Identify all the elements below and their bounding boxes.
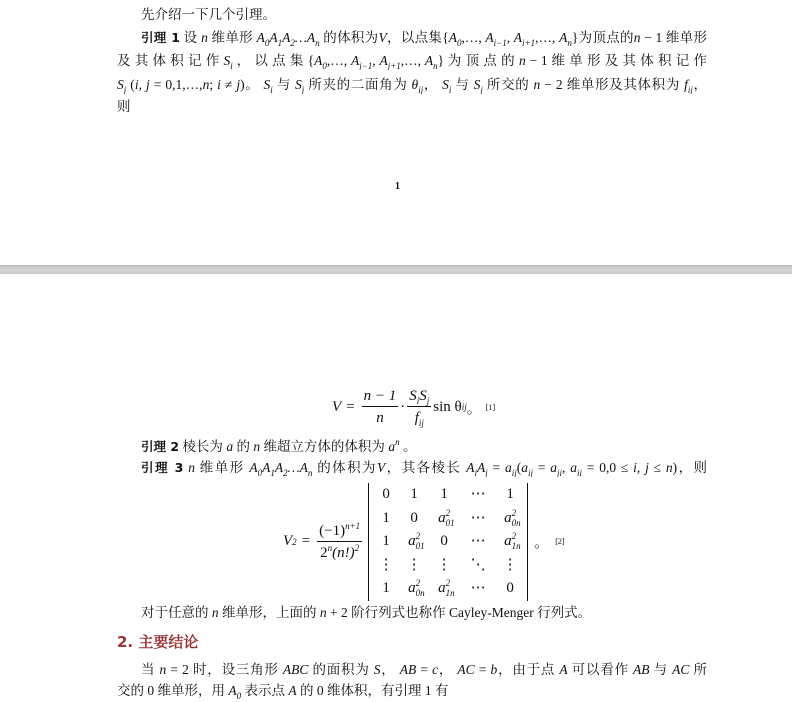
superscript: 2: [445, 507, 451, 518]
math-symbol: A: [288, 683, 297, 698]
math-symbol: ABC: [282, 662, 309, 677]
section2-line2: [117, 682, 449, 700]
subscript: 01: [445, 517, 455, 528]
subscript: ji: [557, 468, 563, 477]
subscript: j+1: [387, 61, 401, 70]
math-symbol: S: [295, 77, 302, 92]
sym-sup: n+1: [345, 520, 361, 531]
text-run: 棱长为: [179, 439, 227, 454]
math-symbol: A: [350, 53, 360, 68]
subscript: ij: [687, 85, 693, 94]
math-symbol: n: [201, 30, 208, 45]
text-run: ,: [506, 30, 514, 45]
sym-sup: 2: [354, 542, 360, 553]
text-run: 0: [410, 509, 418, 526]
matrix-cell: [371, 507, 401, 531]
text-run: ≤: [648, 460, 666, 475]
subscript: i: [448, 85, 452, 94]
matrix-cell: [401, 530, 427, 554]
text-run: ⋯: [470, 533, 486, 549]
text-run: 的 0 维体积，有引理 1 有: [296, 683, 449, 698]
math-symbol: n: [211, 605, 219, 620]
math-symbol: j: [236, 77, 241, 92]
text-run: 的: [233, 439, 254, 454]
text-run: ⋱: [470, 556, 486, 573]
text-run: ⋮: [378, 556, 394, 573]
text-run: 与: [451, 77, 474, 92]
matrix-cell: [461, 554, 495, 578]
text-run: 则: [117, 99, 131, 114]
math-symbol: n: [633, 30, 641, 45]
lemma-label: 引理 1: [141, 30, 180, 45]
subscript: n: [315, 38, 320, 47]
subscript: 0: [236, 691, 242, 701]
text-run: 对于任意的: [141, 605, 212, 620]
text-run: } 为 顶 点 的: [437, 53, 519, 68]
superscript: 2: [511, 531, 517, 541]
text-run: ;: [209, 77, 218, 92]
math-symbol: A: [274, 460, 284, 475]
matrix-cell: [495, 507, 525, 531]
formula-lemma1: V = $\frac{n - 1}{n}$ · $\frac{S_iS_j}{f_{ij}}$ sin θ ij 。 [1]: [332, 388, 496, 428]
text-run: ,…,: [326, 53, 351, 68]
math-symbol: A: [282, 30, 291, 45]
math-symbol: A: [262, 460, 271, 475]
math-symbol: AB: [633, 662, 650, 677]
superscript: n: [395, 437, 400, 447]
text-run: ,…,: [535, 30, 560, 45]
subscript: j: [123, 85, 127, 94]
math-symbol: n: [518, 53, 526, 68]
text-run: 0: [440, 533, 448, 549]
text-run: 维超立方体的体积为: [260, 439, 389, 454]
math-symbol: A: [314, 53, 323, 68]
text-run: 0: [382, 486, 390, 502]
math-symbol: i, j: [134, 77, 150, 92]
fraction-den: [318, 542, 361, 561]
determinant-matrix: [368, 483, 528, 601]
subscript: n: [433, 61, 438, 70]
text-run: 1: [440, 486, 448, 502]
text-run: ，: [692, 77, 707, 92]
lemma2-line: [141, 438, 416, 456]
fraction-den: n: [376, 410, 384, 426]
text-run: 的体积为: [312, 460, 377, 475]
lemma3-line: [141, 459, 707, 477]
text-run: 1: [382, 533, 390, 549]
subscript: i−1: [493, 38, 507, 47]
text-run: 维单形: [194, 460, 250, 475]
formula-eq: =: [346, 398, 355, 415]
math-symbol: i, j: [633, 460, 649, 475]
text-run: 1: [382, 509, 390, 526]
math-symbol: A: [448, 30, 457, 45]
fraction-num: [317, 520, 362, 542]
math-symbol: i: [217, 77, 221, 92]
text-run: 所夹的二面角为: [304, 77, 412, 92]
page-number: 1: [395, 181, 400, 192]
matrix-cell: [495, 577, 525, 601]
text-run: 交的 0 维单形，用: [117, 683, 229, 698]
text-run: 与: [272, 77, 296, 92]
math-symbol: n: [533, 77, 541, 92]
text-run: + 2 阶行列式也称作 Cayley-Menger 行列式。: [326, 605, 592, 620]
formula-lhs: V: [283, 533, 293, 550]
formula-lhs: V: [332, 398, 342, 415]
math-symbol: a: [408, 580, 416, 596]
text-run: 的面积为: [308, 662, 374, 677]
fraction-1: [362, 388, 399, 426]
matrix-cell: [495, 530, 525, 554]
formula-end: 。: [466, 400, 482, 417]
matrix-cell: [401, 507, 427, 531]
subscript: 0: [257, 468, 263, 477]
text-run: 维单形，上面的: [218, 605, 320, 620]
math-symbol: a: [504, 533, 512, 549]
matrix-cell: [427, 554, 461, 578]
lemma-label: 引理 3: [141, 460, 184, 475]
text-run: }为顶点的: [571, 30, 634, 45]
fraction-2: [407, 388, 431, 426]
text-run: ，: [423, 77, 443, 92]
text-run: 所: [689, 662, 707, 677]
math-symbol: AB: [399, 662, 417, 677]
text-run: ，由于点: [497, 662, 560, 677]
subscript: 0: [456, 38, 462, 47]
subscript: n: [307, 468, 313, 477]
text-run: =: [487, 460, 505, 475]
subscript: 1: [277, 38, 283, 47]
subscript: 0n: [415, 588, 425, 598]
subscript: 0: [322, 61, 327, 70]
formula-dot: ·: [400, 398, 406, 415]
page-separator: [0, 265, 792, 274]
math-symbol: A: [513, 30, 523, 45]
math-symbol: a: [438, 509, 446, 526]
subscript: n: [567, 38, 572, 47]
sym-sub: ij: [418, 418, 424, 428]
math-symbol: n: [319, 605, 327, 620]
fraction-num: n − 1: [362, 388, 399, 407]
math-symbol: …A: [287, 460, 308, 475]
text-run: 与: [649, 662, 673, 677]
formula-end: 。: [534, 535, 550, 552]
text-run: (: [516, 460, 522, 475]
math-symbol: a: [570, 460, 577, 475]
text-run: ，: [438, 662, 458, 677]
text-run: )。: [240, 77, 264, 92]
text-run: (: [126, 77, 135, 92]
math-symbol: V: [376, 460, 386, 475]
matrix-cell: [401, 554, 427, 578]
subscript: 1n: [445, 588, 455, 598]
text-run: = 2 时，设三角形: [166, 662, 283, 677]
math-symbol: c: [432, 662, 439, 677]
subscript: ij: [418, 85, 424, 94]
cayley-menger-line: [141, 604, 591, 622]
text-run: 设: [179, 30, 202, 45]
math-symbol: …A: [294, 30, 316, 45]
subscript: j: [480, 85, 483, 94]
matrix-cell: [401, 483, 427, 507]
math-symbol: f: [684, 77, 688, 92]
matrix-cell: [461, 577, 495, 601]
lemma-label: 引理 2: [141, 439, 180, 454]
subscript: ij: [511, 468, 517, 477]
superscript: 2: [445, 578, 451, 588]
text-run: ⋮: [406, 556, 422, 573]
math-symbol: A: [559, 30, 568, 45]
math-symbol: a: [550, 460, 557, 475]
section-heading: 2. 主要结论: [117, 633, 199, 651]
subscript: j: [301, 85, 305, 94]
math-symbol: S: [263, 77, 271, 92]
math-symbol: a: [226, 439, 234, 454]
subscript: 1n: [511, 541, 521, 551]
math-symbol: a: [388, 439, 396, 454]
matrix-cell: [461, 483, 495, 507]
matrix-cell: [427, 577, 461, 601]
math-symbol: a: [504, 509, 512, 526]
sym: (−1): [319, 522, 346, 539]
matrix-cell: [371, 530, 401, 554]
sym: S: [419, 388, 427, 404]
text-run: 当: [141, 662, 160, 677]
text-run: ⋯: [470, 509, 486, 526]
text-run: = 0,1,…,: [149, 77, 203, 92]
formula-eq: =: [301, 533, 311, 550]
subscript: i: [270, 85, 273, 94]
subscript: i: [230, 61, 233, 70]
subscript: 01: [415, 541, 425, 551]
math-symbol: S: [373, 662, 381, 677]
text-run: − 1 维 单 形 及 其 体 积 记 作: [525, 53, 707, 68]
math-symbol: S: [223, 53, 231, 68]
citation: [1]: [485, 402, 496, 412]
text-run: ,: [562, 460, 571, 475]
matrix-cell: [371, 483, 401, 507]
text-run: ,…,: [461, 30, 486, 45]
fraction-num: [407, 388, 431, 407]
text-run: ⋮: [502, 556, 518, 573]
fraction: [317, 520, 362, 561]
text-run: 维单形: [207, 30, 257, 45]
subscript: 1: [270, 468, 275, 477]
math-symbol: V: [378, 30, 387, 45]
math-symbol: n: [665, 460, 673, 475]
matrix-cell: [371, 554, 401, 578]
matrix-cell: [427, 530, 461, 554]
text-run: 可以看作: [567, 662, 634, 677]
math-symbol: a: [438, 580, 446, 596]
text-run: 0: [506, 580, 514, 596]
lemma1-line2: [117, 52, 707, 70]
sym-sub: j: [426, 396, 430, 406]
sym-sup: n: [327, 542, 333, 553]
text-run: ，: [380, 662, 400, 677]
math-symbol: A: [466, 460, 475, 475]
math-symbol: A: [256, 30, 265, 45]
math-symbol: AC: [672, 662, 690, 677]
text-run: =: [416, 662, 433, 677]
text-run: 先介绍一下几个引理。: [141, 7, 276, 22]
formula-sin: sin θ: [433, 398, 462, 415]
subscript: 2: [290, 38, 295, 47]
math-symbol: A: [485, 30, 494, 45]
text-run: ,: [372, 53, 380, 68]
text-run: =: [533, 460, 551, 475]
lemma1-line4: [117, 98, 131, 116]
subscript: 0n: [511, 517, 521, 528]
math-symbol: A: [228, 683, 237, 698]
math-symbol: AC: [457, 662, 475, 677]
citation: [2]: [555, 537, 565, 547]
subscript: i: [474, 468, 477, 477]
superscript: 2: [415, 578, 421, 588]
superscript: 2: [511, 507, 517, 518]
math-symbol: n: [188, 460, 195, 475]
subscript: ij: [527, 468, 533, 477]
text-run: 1: [382, 580, 390, 596]
text-run: )，则: [672, 460, 707, 475]
math-symbol: b: [490, 662, 498, 677]
matrix-cell: [427, 507, 461, 531]
math-symbol: S: [473, 77, 481, 92]
sym: S: [409, 388, 417, 404]
math-symbol: a: [408, 533, 416, 549]
subscript: 2: [283, 468, 288, 477]
intro-line: [141, 6, 276, 24]
text-run: − 2 维单形及其体积为: [540, 77, 685, 92]
math-symbol: A: [559, 662, 568, 677]
subscript: 0: [264, 38, 270, 47]
text-run: 表示点: [241, 683, 289, 698]
subscript: j−1: [359, 61, 373, 70]
sym: f: [414, 410, 419, 426]
matrix-cell: [461, 507, 495, 531]
text-run: 及 其 体 积 记 作: [117, 53, 224, 68]
matrix-cell: [427, 483, 461, 507]
subscript: j: [485, 468, 488, 477]
math-symbol: S: [117, 77, 124, 92]
text-run: = 0,0 ≤: [581, 460, 634, 475]
text-run: ，其各棱长: [385, 460, 467, 475]
matrix-cell: [461, 530, 495, 554]
superscript: 2: [415, 531, 421, 541]
math-symbol: A: [424, 53, 434, 68]
text-run: 所交的: [482, 77, 534, 92]
text-run: ， 以 点 集 {: [232, 53, 315, 68]
text-run: ⋯: [470, 486, 486, 502]
text-run: ≠: [220, 77, 237, 92]
fraction-den: [413, 407, 426, 426]
math-symbol: A: [269, 30, 278, 45]
subscript: i+1: [522, 38, 536, 47]
math-symbol: a: [504, 460, 512, 475]
text-run: − 1 维单形: [640, 30, 707, 45]
lemma1-line1: [141, 29, 707, 47]
sym-sub: i: [416, 396, 420, 406]
text-run: 1: [506, 486, 514, 502]
lemma1-line3: [117, 76, 707, 94]
math-symbol: A: [476, 460, 486, 475]
text-run: ⋮: [436, 556, 452, 573]
text-run: ,…,: [400, 53, 425, 68]
text-run: =: [474, 662, 491, 677]
text-run: 的体积为: [319, 30, 379, 45]
math-symbol: S: [442, 77, 449, 92]
matrix-cell: [495, 483, 525, 507]
math-symbol: a: [521, 460, 528, 475]
math-symbol: A: [249, 460, 258, 475]
matrix-cell: [495, 554, 525, 578]
matrix-cell: [371, 577, 401, 601]
text-run: ⋯: [470, 580, 486, 596]
formula-cayley-menger: V 2 = $\frac{(-1)^{n+1}}{2^n(n!)^2}$ 0 1 1 ⋯ 1 1 0 $a_{01}^2$ ⋯ $a_{0n}^2$ 1 $a_{01}^2$ 0 ⋯ $a_{1n}^2$ ⋮ ⋮ ⋮ ⋱ ⋮ 1 $a_{0n}^2$ $a_{1n}^2$ ⋯ 0 。 [2]: [283, 483, 565, 601]
math-symbol: A: [379, 53, 388, 68]
text-run: 。: [399, 439, 417, 454]
subscript: ii: [576, 468, 582, 477]
text-run: ，以点集{: [386, 30, 449, 45]
sym: (n!): [332, 544, 355, 561]
text-run: 1: [410, 486, 418, 502]
section2-line1: [141, 661, 707, 679]
math-symbol: n: [159, 662, 167, 677]
math-symbol: n: [202, 77, 210, 92]
math-symbol: n: [253, 439, 261, 454]
sym: 2: [320, 544, 328, 561]
math-symbol: θ: [411, 77, 419, 92]
matrix-cell: [401, 577, 427, 601]
